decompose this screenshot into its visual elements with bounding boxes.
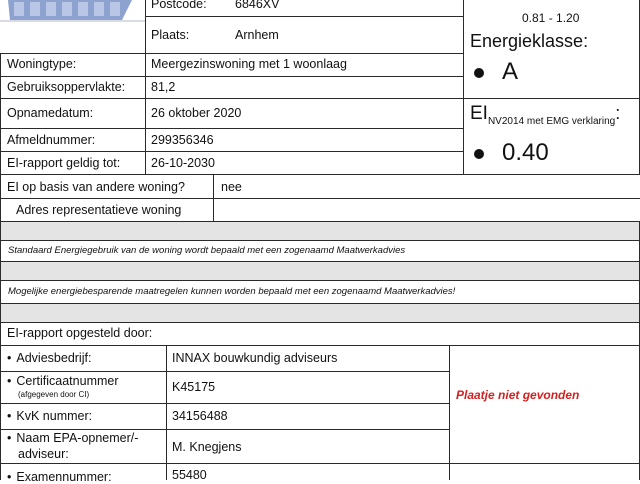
energieklasse-value: A	[502, 58, 519, 85]
andere-woning-value: nee	[221, 180, 242, 194]
opnamedatum-label: Opnamedatum:	[7, 106, 94, 120]
examennummer-label: • Examennummer:	[7, 470, 112, 484]
energy-range: 0.81 - 1.20	[522, 11, 580, 25]
geldig-tot-label: EI-rapport geldig tot:	[7, 156, 121, 170]
ei-row	[474, 139, 549, 167]
woningtype-label: Woningtype:	[7, 57, 77, 71]
gray-band	[0, 304, 640, 322]
building-photo	[0, 0, 145, 22]
energieklasse-label: Energieklasse:	[470, 31, 589, 51]
opnamedatum-value: 26 oktober 2020	[151, 106, 242, 120]
certificaatnummer-label: • Certificaatnummer	[7, 374, 119, 388]
adres-representatief-label: Adres representatieve woning	[16, 203, 182, 217]
epa-adviseur-label-line2: adviseur:	[18, 447, 69, 461]
standard-note: Standaard Energiegebruik van de woning wordt bepaald met een zogenaamd Maatwerkadvies	[8, 245, 406, 256]
woningtype-value: Meergezinswoning met 1 woonlaag	[151, 57, 347, 71]
adviesbedrijf-value: INNAX bouwkundig adviseurs	[172, 351, 338, 365]
bullet-icon	[474, 68, 484, 78]
ei-colon: :	[615, 103, 621, 123]
report-heading: EI-rapport opgesteld door:	[7, 326, 153, 340]
ei-heading	[470, 103, 620, 125]
examennummer-value: 55480	[172, 468, 207, 482]
adviesbedrijf-label: • Adviesbedrijf:	[7, 351, 91, 365]
plaats-label: Plaats:	[151, 28, 190, 42]
andere-woning-label: EI op basis van andere woning?	[7, 180, 185, 194]
ei-prefix: EI	[470, 103, 488, 124]
plaats-value: Arnhem	[235, 28, 279, 42]
epa-adviseur-value: M. Knegjens	[172, 440, 242, 454]
certificaatnummer-value: K45175	[172, 380, 216, 394]
kvk-value: 34156488	[172, 409, 228, 423]
image-missing-text: Plaatje niet gevonden	[456, 388, 580, 402]
ei-subscript: NV2014 met EMG verklaring	[487, 116, 616, 127]
afmeldnummer-label: Afmeldnummer:	[7, 133, 96, 147]
afmeldnummer-value: 299356346	[151, 133, 214, 147]
gray-band	[0, 222, 640, 240]
certificaatnummer-sublabel: (afgegeven door CI)	[18, 390, 90, 399]
postcode-label: Postcode:	[151, 0, 207, 11]
oppervlakte-label: Gebruiksoppervlakte:	[7, 80, 126, 94]
gray-band	[0, 262, 640, 280]
bullet-icon	[474, 149, 484, 159]
kvk-label: • KvK nummer:	[7, 409, 92, 423]
energieklasse-row	[474, 58, 518, 86]
postcode-value: 6846XV	[235, 0, 280, 11]
epa-adviseur-label: • Naam EPA-opnemer/-	[7, 431, 138, 445]
ei-value: 0.40	[502, 139, 549, 166]
measures-note: Mogelijke energiebesparende maatregelen kunnen worden bepaald met een zogenaamd Maatwerkadvies!	[8, 286, 456, 297]
geldig-tot-value: 26-10-2030	[151, 156, 215, 170]
oppervlakte-value: 81,2	[151, 80, 176, 94]
